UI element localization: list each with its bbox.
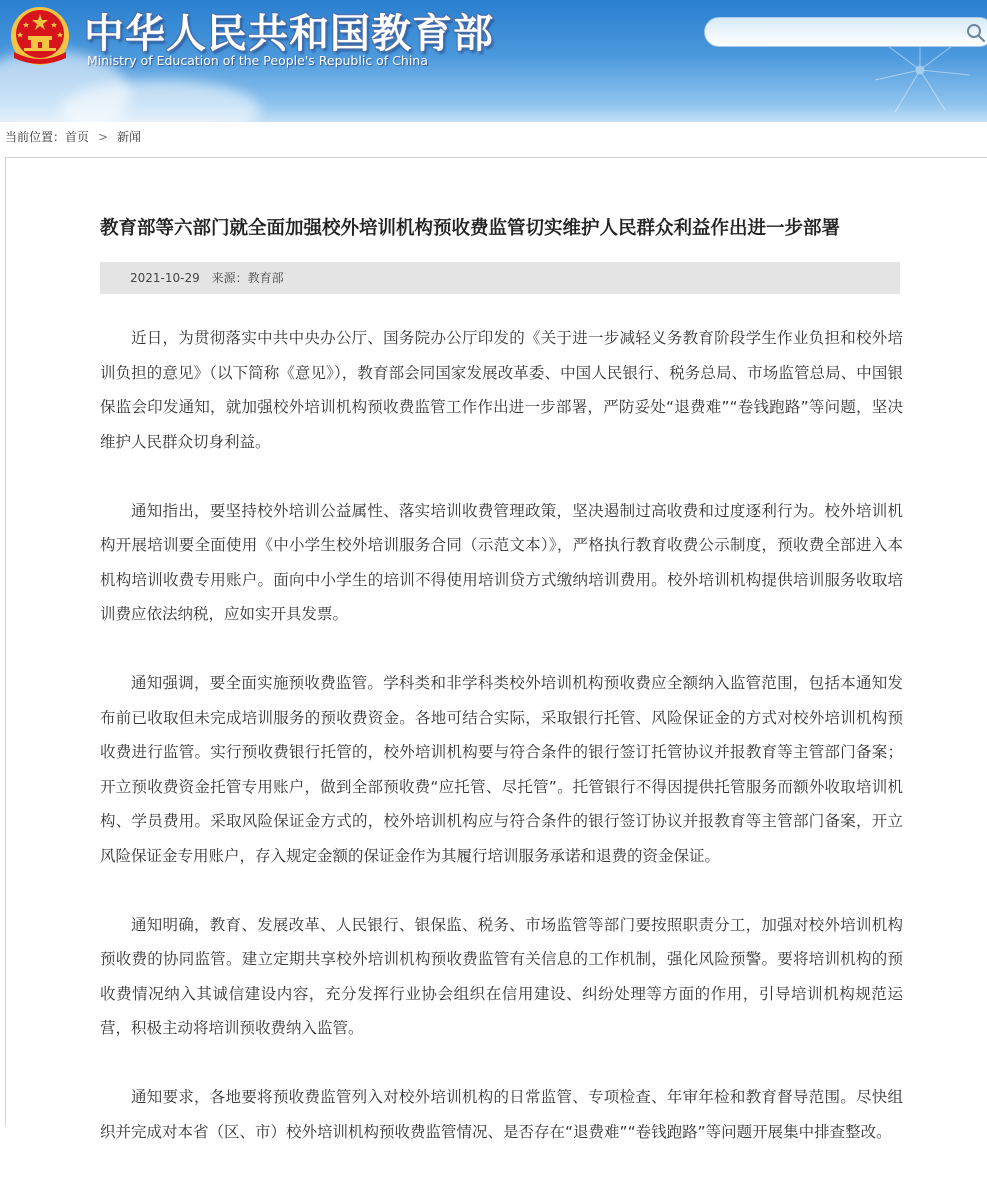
article-date: 2021-10-29	[130, 271, 200, 285]
article-title: 教育部等六部门就全面加强校外培训机构预收费监管切实维护人民群众利益作出进一步部署	[100, 218, 841, 239]
breadcrumb-prefix: 当前位置：	[5, 130, 66, 144]
article-paragraph: 通知明确，教育、发展改革、人民银行、银保监、税务、市场监管等部门要按照职责分工，加强对校外培训机构预收费的协同监管。建立定期共享校外培训机构预收费监管有关信息的工作机制，强化风险预警。要将培训机构的预收费情况纳入其诚信建设内容，充分发挥行业协会组织在信用建设、纠纷处理等方面的作用，引导培训机构规范运营，积极主动将培训预收费纳入监管。	[100, 915, 903, 1037]
article-paragraph: 通知指出，要坚持校外培训公益属性、落实培训收费管理政策，坚决遏制过高收费和过度逐利行为。校外培训机构开展培训要全面使用《中小学生校外培训服务合同（示范文本）》，严格执行教育收费公示制度，预收费全部进入本机构培训收费专用账户。面向中小学生的培训不得使用培训贷方式缴纳培训费用。校外培训机构提供培训服务收取培训费应依法纳税，应如实开具发票。	[100, 501, 903, 623]
article-source: 来源：教育部	[211, 271, 284, 285]
breadcrumb-home-link[interactable]: 首页	[65, 130, 90, 144]
site-subtitle: Ministry of Education of the People's Republic of China	[87, 53, 428, 68]
breadcrumb-news-link[interactable]: 新闻	[117, 130, 142, 144]
article-body	[100, 321, 903, 1184]
content-panel	[5, 157, 987, 1141]
site-header	[0, 0, 987, 122]
article-meta	[100, 262, 900, 294]
search-input[interactable]	[719, 22, 955, 42]
article-paragraph: 通知要求，各地要将预收费监管列入对校外培训机构的日常监管、专项检查、年审年检和教育督导范围。尽快组织并完成对本省（区、市）校外培训机构预收费监管情况、是否存在“退费难”“卷钱跑路”等问题开展集中排查整改。	[100, 1088, 903, 1141]
article-paragraph: 通知强调，要全面实施预收费监管。学科类和非学科类校外培训机构预收费应全额纳入监管范围，包括本通知发布前已收取但未完成培训服务的预收费资金。各地可结合实际，采取银行托管、风险保证金的方式对校外培训机构预收费进行监管。实行预收费银行托管的，校外培训机构要与符合条件的银行签订托管协议并报教育等主管部门备案；开立预收费资金托管专用账户，做到全部预收费“应托管、尽托管”。托管银行不得因提供托管服务而额外收取培训机构、学员费用。采取风险保证金方式的，校外培训机构应与符合条件的银行签订协议并报教育等主管部门备案，开立风险保证金专用账户，存入规定金额的保证金作为其履行培训服务承诺和退费的资金保证。	[100, 674, 903, 865]
search-icon[interactable]	[965, 22, 987, 44]
breadcrumb	[5, 128, 141, 145]
site-title[interactable]: 中华人民共和国教育部	[84, 11, 494, 57]
search-box	[704, 17, 987, 47]
national-emblem-icon[interactable]	[8, 6, 72, 68]
chevron-right-icon: >	[98, 129, 109, 144]
article-paragraph: 近日，为贯彻落实中共中央办公厅、国务院办公厅印发的《关于进一步减轻义务教育阶段学生作业负担和校外培训负担的意见》（以下简称《意见》），教育部会同国家发展改革委、中国人民银行、税务总局、市场监管总局、中国银保监会印发通知，就加强校外培训机构预收费监管工作作出进一步部署，严防妥处“退费难”“卷钱跑路”等问题，坚决维护人民群众切身利益。	[100, 329, 903, 451]
